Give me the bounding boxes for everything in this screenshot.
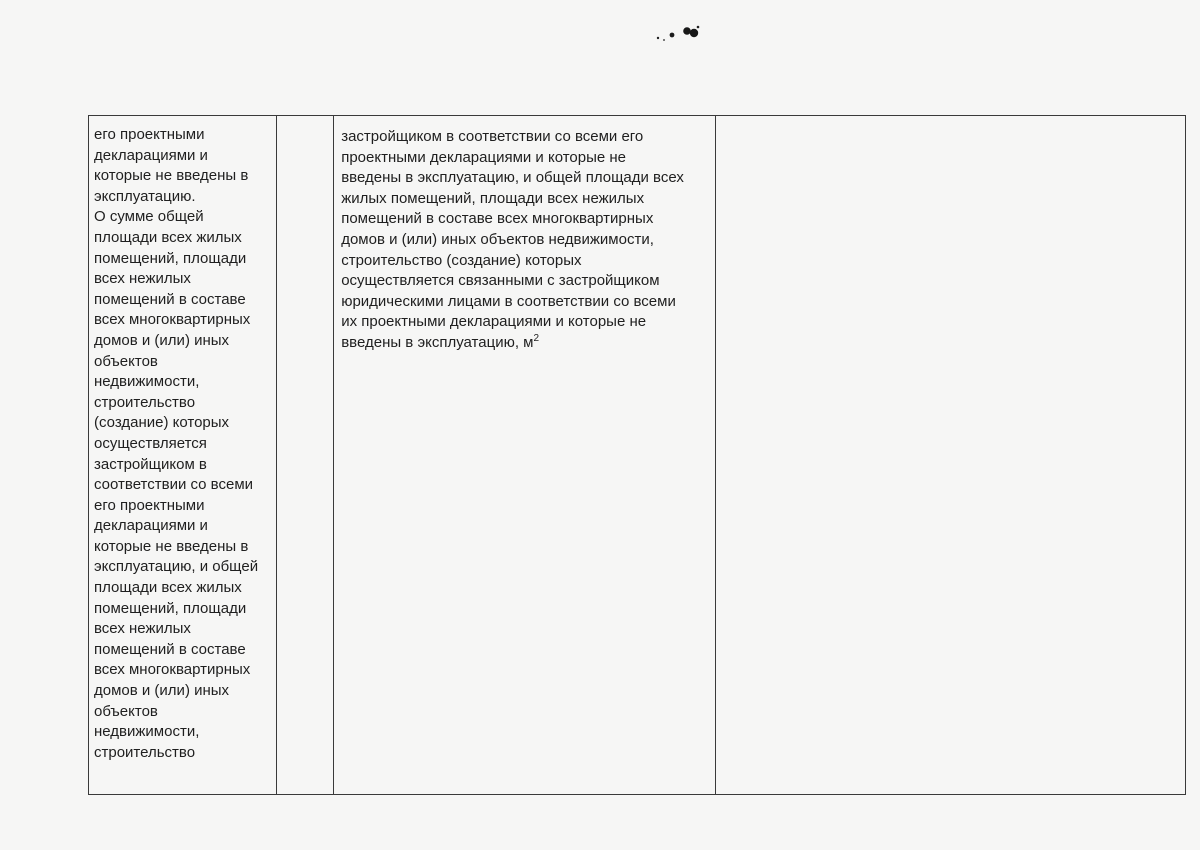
content-text-body: застройщиком в соответствии со всеми его проектными декларациями и которые не введены в эксплуатацию, и общей площади всех жилых помещений, площади всех нежилых помещений в составе всех многоквартирных домов и (или) иных объектов недвижимости, строительство (создание) которых осуществляется связанными с застройщиком юридическими лицами в соответствии со всеми их проектными декларациями и которые не введены в эксплуатацию, м xyxy=(341,128,684,351)
table-row xyxy=(89,116,1186,795)
table-cell-empty xyxy=(715,116,1185,795)
table-cell-content xyxy=(334,116,715,795)
ink-speck-mark xyxy=(650,18,710,48)
description-text: его проектными декларациями и которые не введены в эксплуатацию. О сумме общей площади всех жилых помещений, площади всех нежилых помещений в составе всех многоквартирных домов и (или) иных объектов недвижимости, строительство (создание) которых осуществляется застройщиком в соответствии со всеми его проектными декларациями и которые не введены в эксплуатацию, и общей площади всех жилых помещений, площади всех нежилых помещений в составе всех многоквартирных домов и (или) иных объектов недвижимости, строительство xyxy=(94,126,259,761)
table-cell-number xyxy=(277,116,334,795)
content-text xyxy=(334,116,714,354)
unit-exponent: 2 xyxy=(533,332,540,344)
form-table xyxy=(88,115,1186,795)
table-cell-description xyxy=(89,116,277,795)
